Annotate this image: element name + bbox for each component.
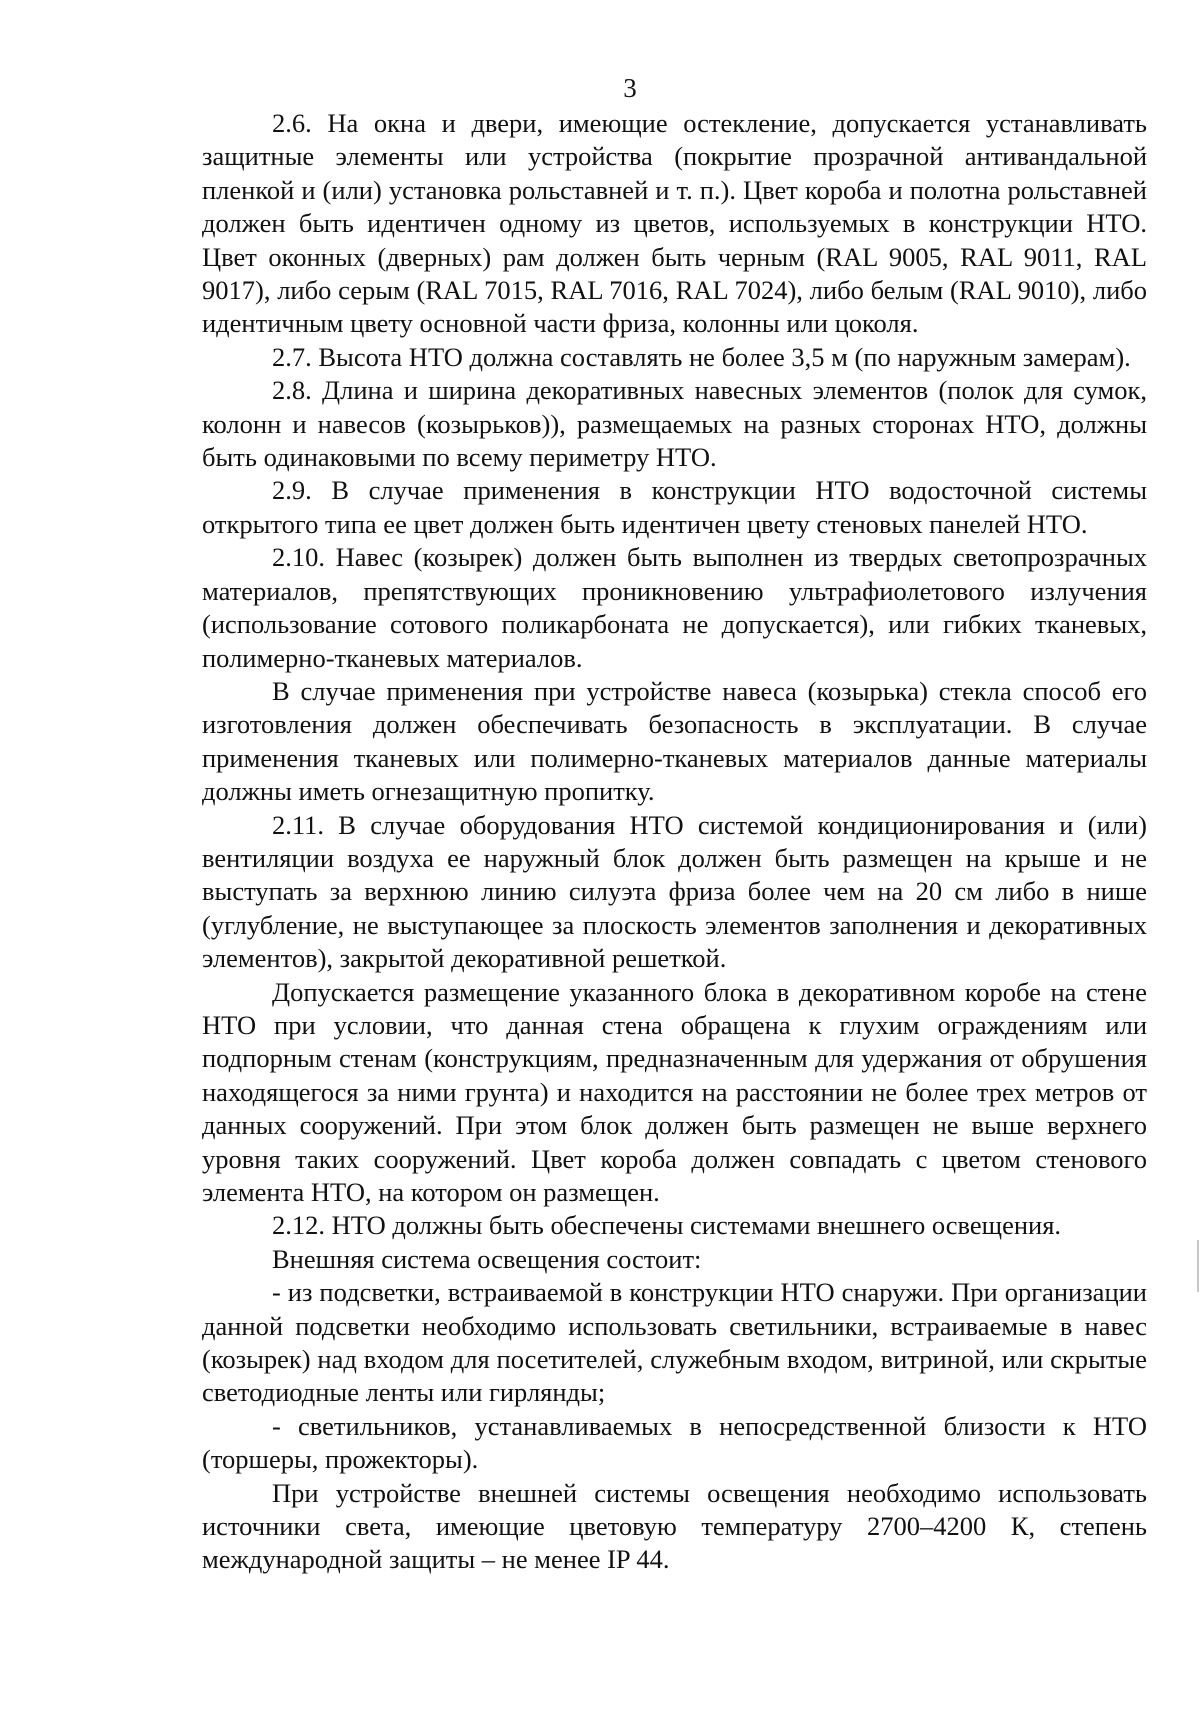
paragraph-2-10: 2.10. Навес (козырек) должен быть выполнен из твердых светопрозрачных материалов, препятствующих проникновению ультрафиолетового излучения (использование сотового поликарбоната не допускается), или гибких тканевых, полимерно-тканевых материалов. xyxy=(202,542,1147,673)
list-item-backlight: - из подсветки, встраиваемой в конструкции НТО снаружи. При организации данной подсветки необходимо использовать светильники, встраиваемые в навес (козырек) над входом для посетителей, служебным входом, витриной, или скрытые светодиодные ленты или гирлянды; xyxy=(202,1277,1147,1408)
paragraph-light-sources: При устройстве внешней системы освещения необходимо использовать источники света, имеющие цветовую температуру 2700–4200 К, степень международной защиты – не менее IP 44. xyxy=(202,1477,1147,1575)
paragraph-2-10-glass: В случае применения при устройстве навеса (козырька) стекла способ его изготовления должен обеспечивать безопасность в эксплуатации. В случае применения тканевых или полимерно-тканевых материалов данные материалы должны иметь огнезащитную пропитку. xyxy=(202,675,1147,807)
document-body xyxy=(202,107,1147,1577)
paragraph-2-9: 2.9. В случае применения в конструкции НТО водосточной системы открытого типа ее цвет должен быть идентичен цвету стеновых панелей НТО. xyxy=(202,475,1147,539)
page-number: 3 xyxy=(623,73,637,103)
paragraph-lighting-intro: Внешняя система освещения состоит: xyxy=(272,1243,702,1274)
paragraph-2-6: 2.6. На окна и двери, имеющие остекление, допускается устанавливать защитные элементы или устройства (покрытие прозрачной антивандальной пленкой и (или) установка рольставней и т. п.). Цвет короба и полотна рольставней должен быть идентичен одному из цветов, используемых в конструкции НТО. Цвет оконных (дверных) рам должен быть черным (RAL 9005, RAL 9011, RAL 9017), либо серым (RAL 7015, RAL 7016, RAL 7024), либо белым (RAL 9010), либо идентичным цвету основной части фриза, колонны или цоколя. xyxy=(202,108,1147,339)
paragraph-2-11: 2.11. В случае оборудования НТО системой кондиционирования и (или) вентиляции воздуха ее наружный блок должен быть размещен на крыше и не выступать за верхнюю линию силуэта фриза более чем на 20 см либо в нише (углубление, не выступающее за плоскость элементов заполнения и декоративных элементов), закрытой декоративной решеткой. xyxy=(202,809,1147,974)
paragraph-2-12: 2.12. НТО должны быть обеспечены системами внешнего освещения. xyxy=(272,1210,1062,1241)
scan-edge-mark xyxy=(1197,1240,1199,1292)
paragraph-2-7: 2.7. Высота НТО должна составлять не более 3,5 м (по наружным замерам). xyxy=(272,341,1131,372)
paragraph-2-11-box: Допускается размещение указанного блока в декоративном коробе на стене НТО при условии, что данная стена обращена к глухим ограждениям или подпорным стенам (конструкциям, предназначенным для удержания от обрушения находящегося за ними грунта) и находится на расстоянии не более трех метров от данных сооружений. При этом блок должен быть размещен не выше верхнего уровня таких сооружений. Цвет короба должен совпадать с цветом стенового элемента НТО, на котором он размещен. xyxy=(202,976,1147,1207)
paragraph-2-8: 2.8. Длина и ширина декоративных навесных элементов (полок для сумок, колонн и навесов (козырьков)), размещаемых на разных сторонах НТО, должны быть одинаковыми по всему периметру НТО. xyxy=(202,375,1147,473)
list-item-lamps: - светильников, устанавливаемых в непосредственной близости к НТО (торшеры, прожекторы). xyxy=(202,1410,1147,1475)
